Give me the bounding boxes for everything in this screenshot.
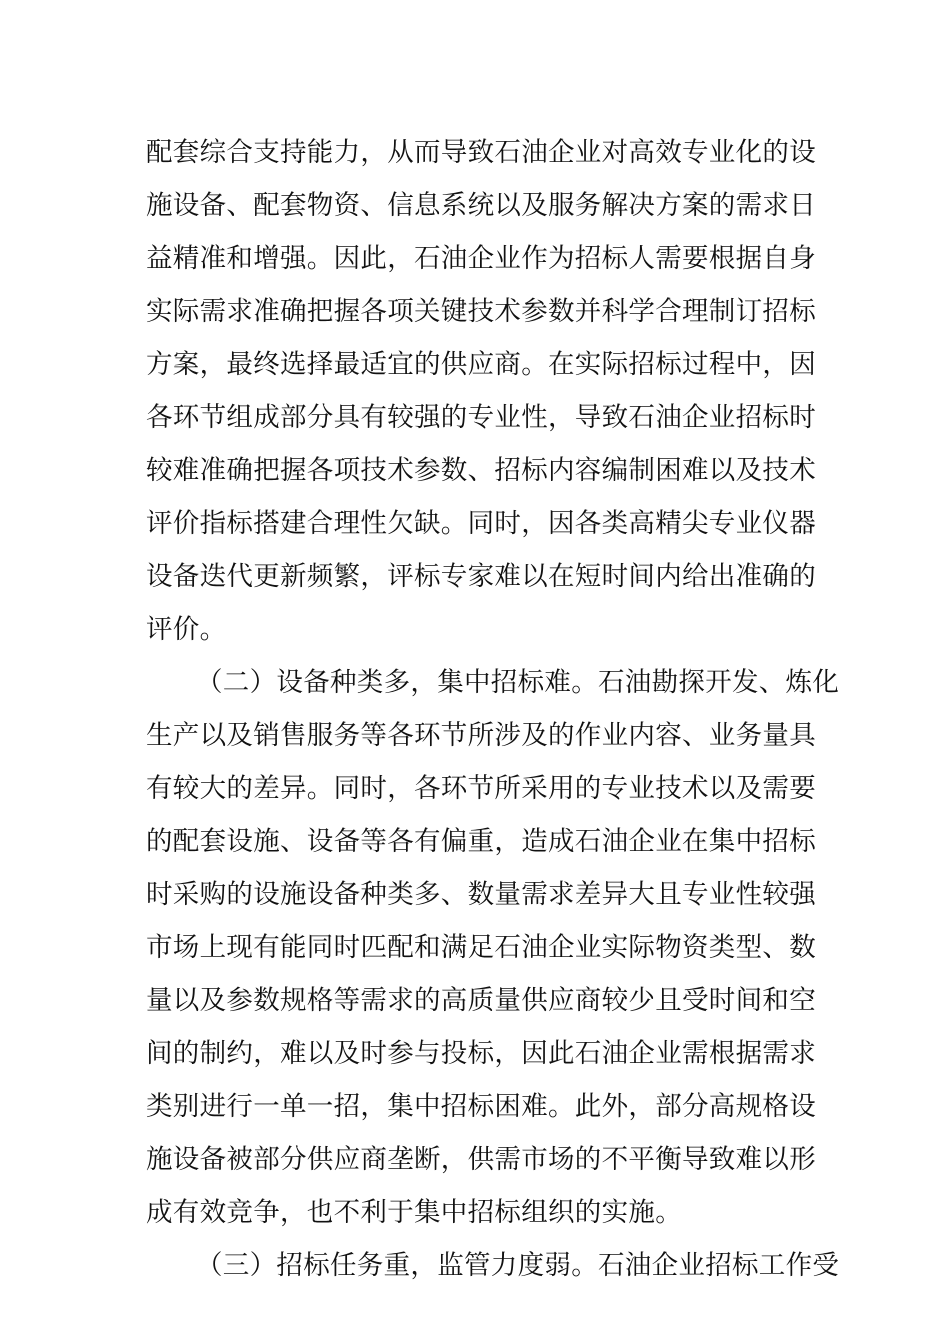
text-line: 评价指标搭建合理性欠缺。同时，因各类高精尖专业仪器 (146, 508, 816, 539)
text-line: 实际需求准确把握各项关键技术参数并科学合理制订招标 (146, 296, 816, 327)
text-line: 配套综合支持能力，从而导致石油企业对高效专业化的设 (146, 137, 816, 168)
text-line: 方案，最终选择最适宜的供应商。在实际招标过程中，因 (146, 349, 816, 380)
text-line: 各环节组成部分具有较强的专业性，导致石油企业招标时 (146, 402, 816, 433)
text-line: 生产以及销售服务等各环节所涉及的作业内容、业务量具 (146, 720, 816, 751)
text-line: 类别进行一单一招，集中招标困难。此外，部分高规格设 (146, 1091, 816, 1122)
text-line: 评价。 (146, 614, 227, 645)
text-line: 时采购的设施设备种类多、数量需求差异大且专业性较强 (146, 879, 816, 910)
text-line: 量以及参数规格等需求的高质量供应商较少且受时间和空 (146, 985, 816, 1016)
text-line: 的配套设施、设备等各有偏重，造成石油企业在集中招标 (146, 826, 816, 857)
text-line: 成有效竞争，也不利于集中招标组织的实施。 (146, 1197, 682, 1228)
text-line: 益精准和增强。因此，石油企业作为招标人需要根据自身 (146, 243, 816, 274)
text-line: 施设备、配套物资、信息系统以及服务解决方案的需求日 (146, 190, 816, 221)
text-line: 较难准确把握各项技术参数、招标内容编制困难以及技术 (146, 455, 816, 486)
section-heading-line: （三）招标任务重，监管力度弱。石油企业招标工作受 (196, 1250, 840, 1281)
text-line: 市场上现有能同时匹配和满足石油企业实际物资类型、数 (146, 932, 816, 963)
text-line: 设备迭代更新频繁，评标专家难以在短时间内给出准确的 (146, 561, 816, 592)
section-heading-line: （二）设备种类多，集中招标难。石油勘探开发、炼化 (196, 667, 840, 698)
text-line: 间的制约，难以及时参与投标，因此石油企业需根据需求 (146, 1038, 816, 1069)
text-line: 有较大的差异。同时，各环节所采用的专业技术以及需要 (146, 773, 816, 804)
text-line: 施设备被部分供应商垄断，供需市场的不平衡导致难以形 (146, 1144, 816, 1175)
